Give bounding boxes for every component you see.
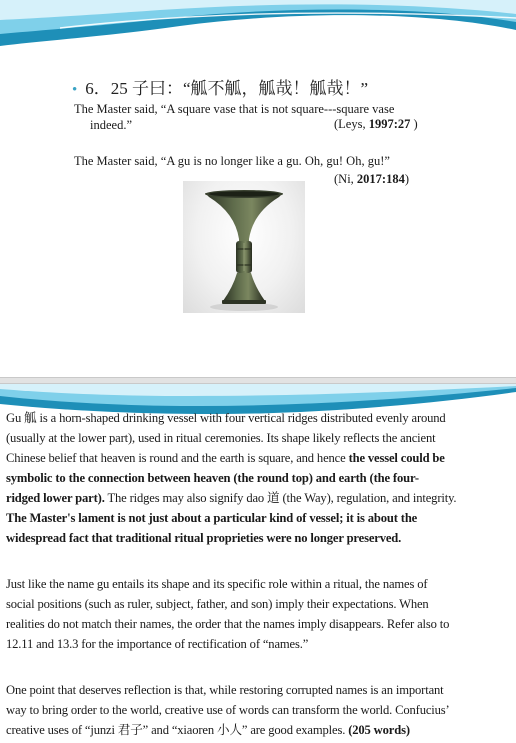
commentary-text (6, 408, 512, 743)
ni-citation: (Ni, 2017:184) (334, 172, 410, 186)
wave-header-decoration (0, 0, 516, 48)
gu-vessel-image (183, 181, 305, 313)
bullet-icon: • (72, 82, 78, 98)
paragraph-1: Gu 觚 is a horn-shaped drinking vessel with four vertical ridges distributed evenly around (usually at the lower part), used in ritual ceremonies. Its shape likely reflects the ancient Chinese belief that heaven is round and the earth is square, and hence the vessel could be symbolic to the connection between heaven (the round top) and earth (the four- ridged lower part). The ridges may also signify dao 道 (the Way), regulation, and integrity. The Master's lament is not just about a particular kind of vessel; it is about the widespread fact that traditional ritual proprieties were no longer preserved. (6, 411, 457, 545)
leys-translation-line-2: indeed.” (90, 118, 132, 132)
passage-title (72, 74, 512, 99)
leys-citation: (Leys, 1997:27 ) (334, 117, 418, 131)
paragraph-3: One point that deserves reflection is that, while restoring corrupted names is an important way to bring order to the world, creative use of words can transform the world. Confucius’ creative uses of “junzi 君子” and “xiaoren 小人” are good examples. (205 words) (6, 683, 450, 737)
leys-translation-line-1: The Master said, “A square vase that is not square---square vase (74, 102, 395, 116)
passage-title-text: 6．25 子曰：“觚不觚，觚哉！觚哉！” (85, 79, 369, 98)
slide-2 (0, 383, 516, 743)
ni-translation: The Master said, “A gu is no longer like a gu. Oh, gu! Oh, gu!” (74, 154, 390, 168)
gu-vessel-icon (183, 181, 305, 313)
paragraph-2: Just like the name gu entails its shape and its specific role within a ritual, the names of social positions (such as ruler, subject, father, and son) imply their expectations. When realities do not match their names, the order that the names imply disappears. Refer also to 12.11 and 13.3 for the importance of rectification of “names.” (6, 577, 450, 651)
